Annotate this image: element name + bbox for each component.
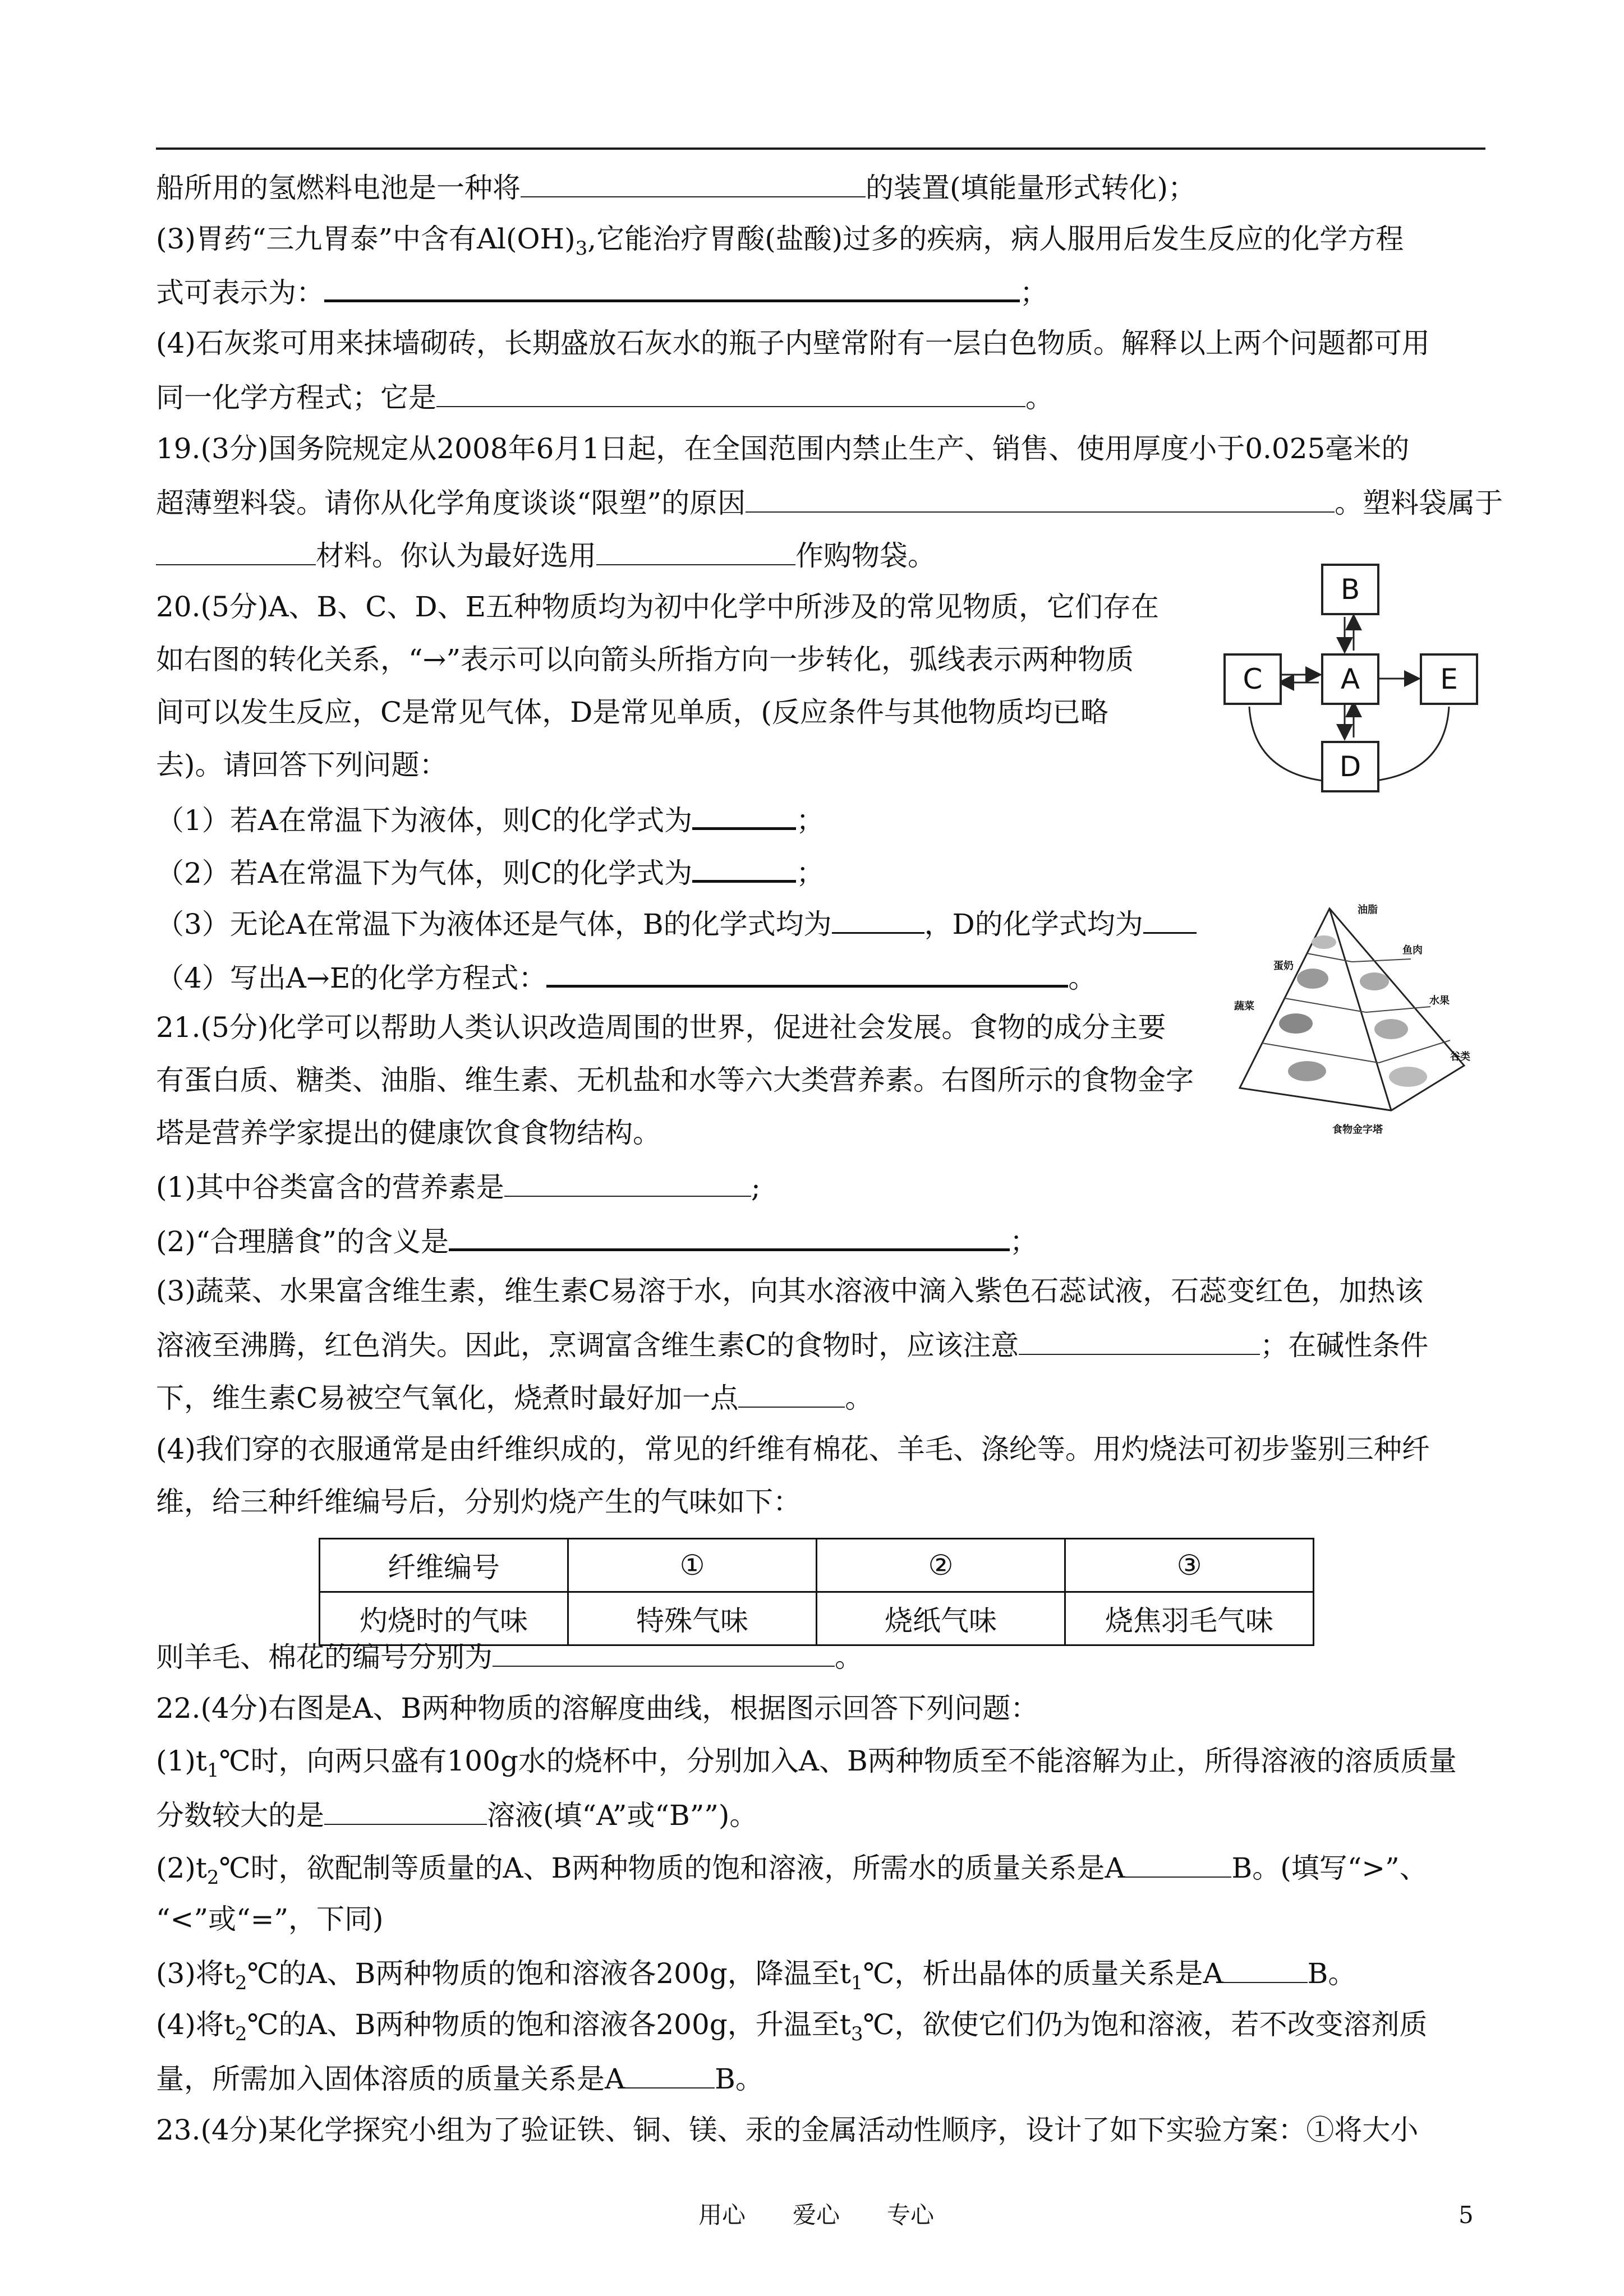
page-number: 5 xyxy=(1459,2201,1474,2229)
answer-blank[interactable] xyxy=(546,957,1068,988)
text-line: (2)“合理膳食”的含义是 ； xyxy=(156,1220,1038,1260)
question-19: 19.(3分)国务院规定从2008年6月1日起，在全国范围内禁止生产、销售、使用厚度小于0.025毫米的 xyxy=(156,432,1410,465)
text-line: “<”或“=”，下同) xyxy=(156,1903,384,1935)
text-line: 塔是营养学家提出的健康饮食食物结构。 xyxy=(156,1117,661,1149)
footer-motto: 用心 爱心 专心 xyxy=(698,2201,935,2229)
text-line: (1)其中谷类富含的营养素是 ; xyxy=(156,1168,761,1205)
text-line: 船所用的氢燃料电池是一种将 的装置(填能量形式转化)； xyxy=(156,168,1196,206)
table-cell: ③ xyxy=(1065,1539,1314,1592)
text-line: 则羊毛、棉花的编号分别为 。 xyxy=(156,1638,863,1675)
answer-blank[interactable] xyxy=(832,904,924,934)
food-pyramid-figure xyxy=(1223,897,1481,1138)
text-line: 间可以发生反应，C是常见气体，D是常见单质，(反应条件与其他物质均已略 xyxy=(156,696,1108,729)
table-cell: 特殊气味 xyxy=(568,1592,817,1645)
node-a: A xyxy=(1321,653,1379,705)
fiber-odor-table xyxy=(319,1538,1314,1646)
node-d: D xyxy=(1321,741,1379,792)
text-line: （3）无论A在常温下为液体还是气体，B的化学式均为 ，D的化学式均为 xyxy=(156,904,1197,942)
pyramid-label: 油脂 xyxy=(1358,904,1378,916)
node-b: B xyxy=(1321,564,1379,615)
conversion-diagram xyxy=(1220,564,1478,799)
answer-blank[interactable] xyxy=(738,1378,845,1408)
text-line: $(1)t_1℃$时，向两只盛有100g水的烧杯中，分别加入A、B两种物质至不能溶解为止，所得溶液的溶质质量 xyxy=(156,1745,1457,1782)
food-pyramid-drawing xyxy=(1223,897,1481,1138)
answer-blank[interactable] xyxy=(156,536,316,565)
question-20: 20.(5分)A、B、C、D、E五种物质均为初中化学中所涉及的常见物质，它们存在 xyxy=(156,591,1160,623)
answer-blank[interactable] xyxy=(1125,1848,1231,1878)
text-line: 式可表示为： ； xyxy=(156,271,1048,311)
table-cell: 烧焦羽毛气味 xyxy=(1065,1592,1314,1645)
text-line: 维，给三种纤维编号后，分别灼烧产生的气味如下： xyxy=(156,1486,801,1518)
pyramid-label: 蛋奶 xyxy=(1273,960,1294,972)
text-line: (3)将$t_2℃$的A、B两种物质的饱和溶液各200g，降温至$t_1℃$，析出晶体的质量关系是A B。 xyxy=(156,1954,1356,2001)
answer-blank[interactable] xyxy=(504,1168,751,1197)
answer-blank[interactable] xyxy=(692,799,796,830)
text-line: 溶液至沸腾，红色消失。因此，烹调富含维生素C的食物时，应该注意 ；在碱性条件 xyxy=(156,1326,1428,1363)
answer-blank[interactable] xyxy=(324,271,1020,302)
text-line: 有蛋白质、糖类、油脂、维生素、无机盐和水等六大类营养素。右图所示的食物金字 xyxy=(156,1064,1194,1096)
text-line: 下，维生素C易被空气氧化，烧煮时最好加一点 。 xyxy=(156,1378,873,1416)
answer-blank[interactable] xyxy=(625,2059,715,2088)
answer-blank[interactable] xyxy=(1019,1326,1260,1355)
text-line: (4)我们穿的衣服通常是由纤维织成的，常见的纤维有棉花、羊毛、涤纶等。用灼烧法可初步鉴别三种纤 xyxy=(156,1433,1430,1465)
answer-blank[interactable] xyxy=(449,1220,1010,1251)
answer-blank[interactable] xyxy=(1143,904,1197,934)
text-line: 材料。你认为最好选用 作购物袋。 xyxy=(156,536,936,574)
pyramid-caption: 食物金字塔 xyxy=(1332,1124,1383,1136)
text-line: $(2)t_2℃$时，欲配制等质量的A、B两种物质的饱和溶液，所需水的质量关系是A B。(填写“>”、 xyxy=(156,1848,1428,1896)
question-21: 21.(5分)化学可以帮助人类认识改造周围的世界，促进社会发展。食物的成分主要 xyxy=(156,1011,1166,1044)
answer-blank[interactable] xyxy=(493,1638,835,1667)
node-e: E xyxy=(1420,653,1478,705)
text-line: （1）若A在常温下为液体，则C的化学式为 ； xyxy=(156,799,824,838)
text-line: (3)蔬菜、水果富含维生素，维生素C易溶于水，向其水溶液中滴入紫色石蕊试液，石蕊变红色，加热该 xyxy=(156,1275,1424,1307)
table-row xyxy=(320,1539,1314,1592)
question-23: 23.(4分)某化学探究小组为了验证铁、铜、镁、汞的金属活动性顺序，设计了如下实验方案：①将大小 xyxy=(156,2114,1419,2146)
pyramid-label: 谷类 xyxy=(1450,1051,1470,1063)
answer-blank[interactable] xyxy=(521,168,866,197)
answer-blank[interactable] xyxy=(692,852,796,883)
text-line: (3)胃药“三九胃泰”中含有$Al(OH)_3$,它能治疗胃酸(盐酸)过多的疾病，病人服用后发生反应的化学方程 xyxy=(156,223,1404,260)
header-rule xyxy=(156,147,1485,150)
table-cell: 灼烧时的气味 xyxy=(320,1592,568,1645)
text-line: 分数较大的是 溶液(填“A”或“B””)。 xyxy=(156,1796,757,1833)
pyramid-label: 水果 xyxy=(1429,995,1450,1007)
pyramid-label: 蔬菜 xyxy=(1234,1001,1254,1012)
table-cell: ① xyxy=(568,1539,817,1592)
question-22: 22.(4分)右图是A、B两种物质的溶解度曲线，根据图示回答下列问题： xyxy=(156,1692,1039,1725)
text-line: 超薄塑料袋。请你从化学角度谈谈“限塑”的原因 。塑料袋属于 xyxy=(156,483,1503,521)
answer-blank[interactable] xyxy=(436,378,1025,407)
text-line: （4）写出A→E的化学方程式： 。 xyxy=(156,957,1096,996)
text-line: 如右图的转化关系，“→”表示可以向箭头所指方向一步转化，弧线表示两种物质 xyxy=(156,643,1134,676)
text-line: 量，所需加入固体溶质的质量关系是A B。 xyxy=(156,2059,763,2097)
answer-blank[interactable] xyxy=(1223,1954,1308,1983)
table-cell: ② xyxy=(817,1539,1065,1592)
answer-blank[interactable] xyxy=(746,483,1335,513)
answer-blank[interactable] xyxy=(596,536,795,565)
node-c: C xyxy=(1223,653,1282,705)
table-cell: 烧纸气味 xyxy=(817,1592,1065,1645)
text-line: （2）若A在常温下为气体，则C的化学式为 ； xyxy=(156,852,824,891)
pyramid-label: 鱼肉 xyxy=(1402,944,1423,956)
text-line: (4)石灰浆可用来抹墙砌砖，长期盛放石灰水的瓶子内壁常附有一层白色物质。解释以上两个问题都可用 xyxy=(156,327,1430,359)
text-line: 同一化学方程式；它是 。 xyxy=(156,378,1053,416)
table-cell: 纤维编号 xyxy=(320,1539,568,1592)
answer-blank[interactable] xyxy=(324,1796,487,1825)
text-line: (4)将$t_2℃$的A、B两种物质的饱和溶液各200g，升温至$t_3℃$，欲使它们仍为饱和溶液，若不改变溶剂质 xyxy=(156,2008,1428,2045)
text-line: 去)。请回答下列问题： xyxy=(156,749,448,781)
